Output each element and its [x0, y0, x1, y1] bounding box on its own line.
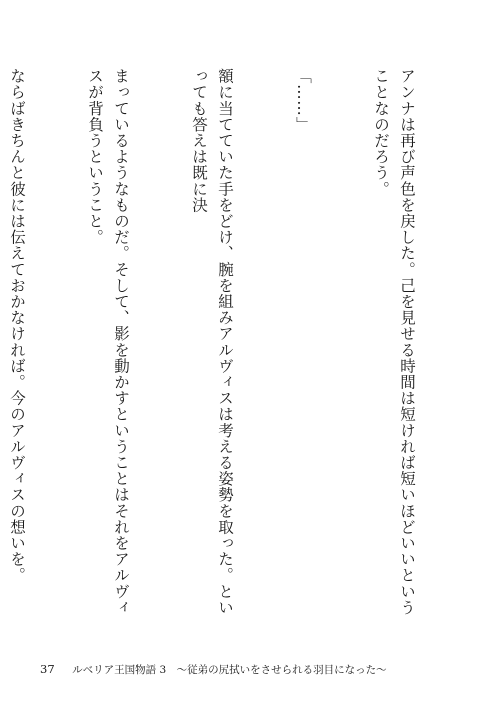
text-line-4: まっているようなものだ。そして、影を動かすということはそれをアルヴィスが背負うということ。: [86, 68, 130, 616]
page-number: 37: [40, 662, 55, 676]
text-line-3: 額に当てていた手をどけ、腕を組みアルヴィスは考える姿勢を取った。といっても答えは既に決: [190, 68, 234, 616]
running-title: ルベリア王国物語 3 ～従弟の尻拭いをさせられる羽目になった～: [72, 664, 387, 676]
text-line-2: 「……」: [294, 68, 312, 133]
text-line-1: アンナは再び声色を戻した。己を見せる時間は短ければ短いほどいいということなのだろう。: [372, 68, 416, 616]
text-line-5: ならばきちんと彼には伝えておかなければ。今のアルヴィスの想いを。: [8, 68, 26, 584]
vertical-body-text: [8, 68, 472, 628]
page-footer: [40, 662, 387, 677]
